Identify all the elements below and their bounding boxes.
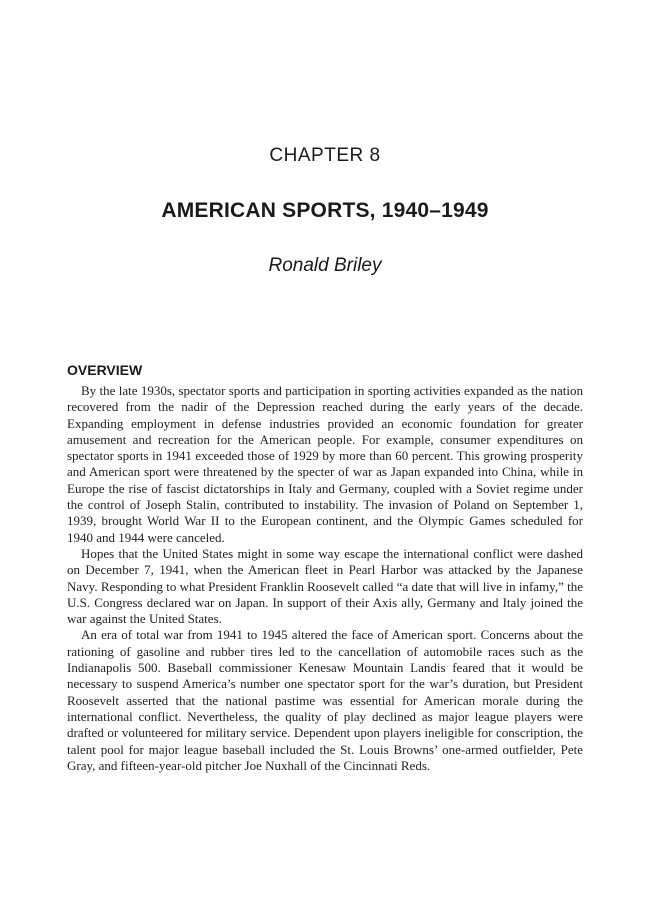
chapter-author: Ronald Briley [268,255,382,276]
chapter-number: CHAPTER 8 [269,145,381,166]
paragraph: By the late 1930s, spectator sports and participation in sporting activities expanded as the nation recovered from the nadir of the Depression reached during the early years of the decade. Expanding employment in defense industries provided an economic foundation for greater amusement and recreation for the American people. For example, consumer expenditures on spectator sports in 1941 exceeded those of 1929 by more than 60 percent. This growing prosperity and American sport were threatened by the specter of war as Japan expanded into China, while in Europe the rise of fascist dictatorships in Italy and Germany, coupled with a Soviet regime under the control of Joseph Stalin, contributed to instability. The invasion of Poland on September 1, 1939, brought World War II to the European continent, and the Olympic Games scheduled for 1940 and 1944 were canceled. [67,383,583,545]
paragraph: Hopes that the United States might in some way escape the international conflict were dashed on December 7, 1941, when the American fleet in Pearl Harbor was attacked by the Japanese Navy. Responding to what President Franklin Roosevelt called “a date that will live in infamy,” the U.S. Congress declared war on Japan. In support of their Axis ally, Germany and Italy joined the war against the United States. [67,545,583,627]
chapter-title: AMERICAN SPORTS, 1940–1949 [161,199,489,222]
body-text [67,383,583,774]
paragraph: An era of total war from 1941 to 1945 altered the face of American sport. Concerns about the rationing of gasoline and rubber tires led to the cancellation of automobile races such as the Indianapolis 500. Baseball commissioner Kenesaw Mountain Landis feared that it would be necessary to suspend America’s number one spectator sport for the war’s duration, but President Roosevelt asserted that the national pastime was essential for American morale during the international conflict. Nevertheless, the quality of play declined as major league players were drafted or volunteered for military service. Dependent upon players ineligible for conscription, the talent pool for major league baseball included the St. Louis Browns’ one-armed outfielder, Pete Gray, and fifteen-year-old pitcher Joe Nuxhall of the Cincinnati Reds. [67,627,583,773]
section-heading: OVERVIEW [67,362,143,378]
